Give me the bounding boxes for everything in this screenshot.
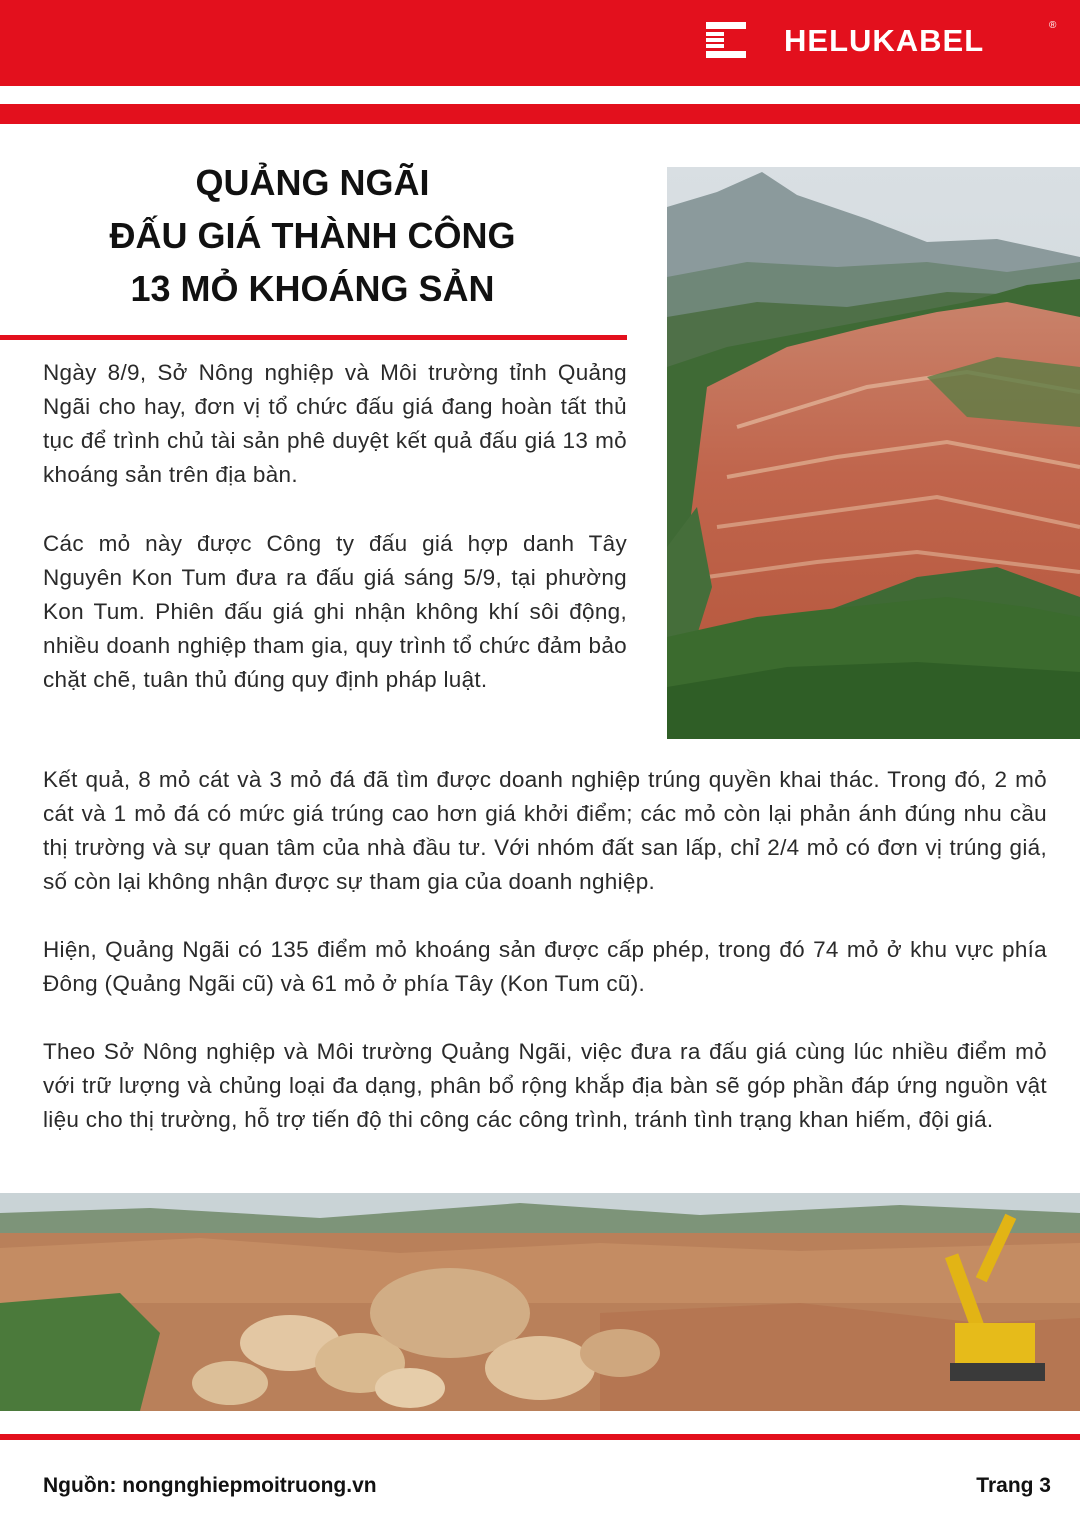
article-paragraph: Hiện, Quảng Ngãi có 135 điểm mỏ khoáng sản được cấp phép, trong đó 74 mỏ ở khu vực phía Đông (Quảng Ngãi cũ) và 61 mỏ ở phía Tây (Kon Tum cũ). bbox=[43, 937, 1047, 996]
title-line: QUẢNG NGÃI bbox=[195, 162, 430, 203]
helukabel-logo-icon bbox=[706, 22, 746, 58]
article-paragraph: Các mỏ này được Công ty đấu giá hợp danh Tây Nguyên Kon Tum đưa ra đấu giá sáng 5/9, tại phường Kon Tum. Phiên đấu giá ghi nhận không khí sôi động, nhiều doanh nghiệp tham gia, quy trình tổ chức đảm bảo chặt chẽ, tuân thủ đúng quy định pháp luật. bbox=[43, 531, 627, 692]
footer-source: Nguồn: nongnghiepmoitruong.vn bbox=[43, 1474, 377, 1497]
title-divider bbox=[0, 335, 627, 340]
brand-logo bbox=[706, 20, 1056, 66]
header-stripe bbox=[0, 104, 1080, 124]
quarry-rocks-photo bbox=[0, 1193, 1080, 1411]
footer-stripe bbox=[0, 1434, 1080, 1440]
brand-name: HELUKABEL bbox=[784, 23, 985, 58]
article-paragraph: Theo Sở Nông nghiệp và Môi trường Quảng Ngãi, việc đưa ra đấu giá cùng lúc nhiều điểm mỏ với trữ lượng và chủng loại đa dạng, phân bổ rộng khắp địa bàn sẽ góp phần đáp ứng nguồn vật liệu cho thị trường, hỗ trợ tiến độ thi công các công trình, tránh tình trạng khan hiếm, đội giá. bbox=[43, 1039, 1047, 1132]
article-paragraph: Kết quả, 8 mỏ cát và 3 mỏ đá đã tìm được doanh nghiệp trúng quyền khai thác. Trong đó, 2 mỏ cát và 1 mỏ đá có mức giá trúng cao hơn giá khởi điểm; các mỏ còn lại phản ánh đúng nhu cầu thị trường và sự quan tâm của nhà đầu tư. Với nhóm đất san lấp, chỉ 2/4 mỏ có đơn vị trúng giá, số còn lại không nhận được sự tham gia của doanh nghiệp. bbox=[43, 767, 1047, 894]
registered-mark: ® bbox=[1049, 20, 1057, 31]
article-title bbox=[20, 156, 605, 315]
title-line: ĐẤU GIÁ THÀNH CÔNG bbox=[109, 215, 516, 256]
title-line: 13 MỎ KHOÁNG SẢN bbox=[130, 268, 495, 309]
mine-hillside-photo bbox=[667, 167, 1080, 739]
page-number: Trang 3 bbox=[976, 1474, 1051, 1497]
article-paragraph: Ngày 8/9, Sở Nông nghiệp và Môi trường tỉnh Quảng Ngãi cho hay, đơn vị tổ chức đấu giá đang hoàn tất thủ tục để trình chủ tài sản phê duyệt kết quả đấu giá 13 mỏ khoáng sản trên địa bàn. bbox=[43, 360, 627, 487]
